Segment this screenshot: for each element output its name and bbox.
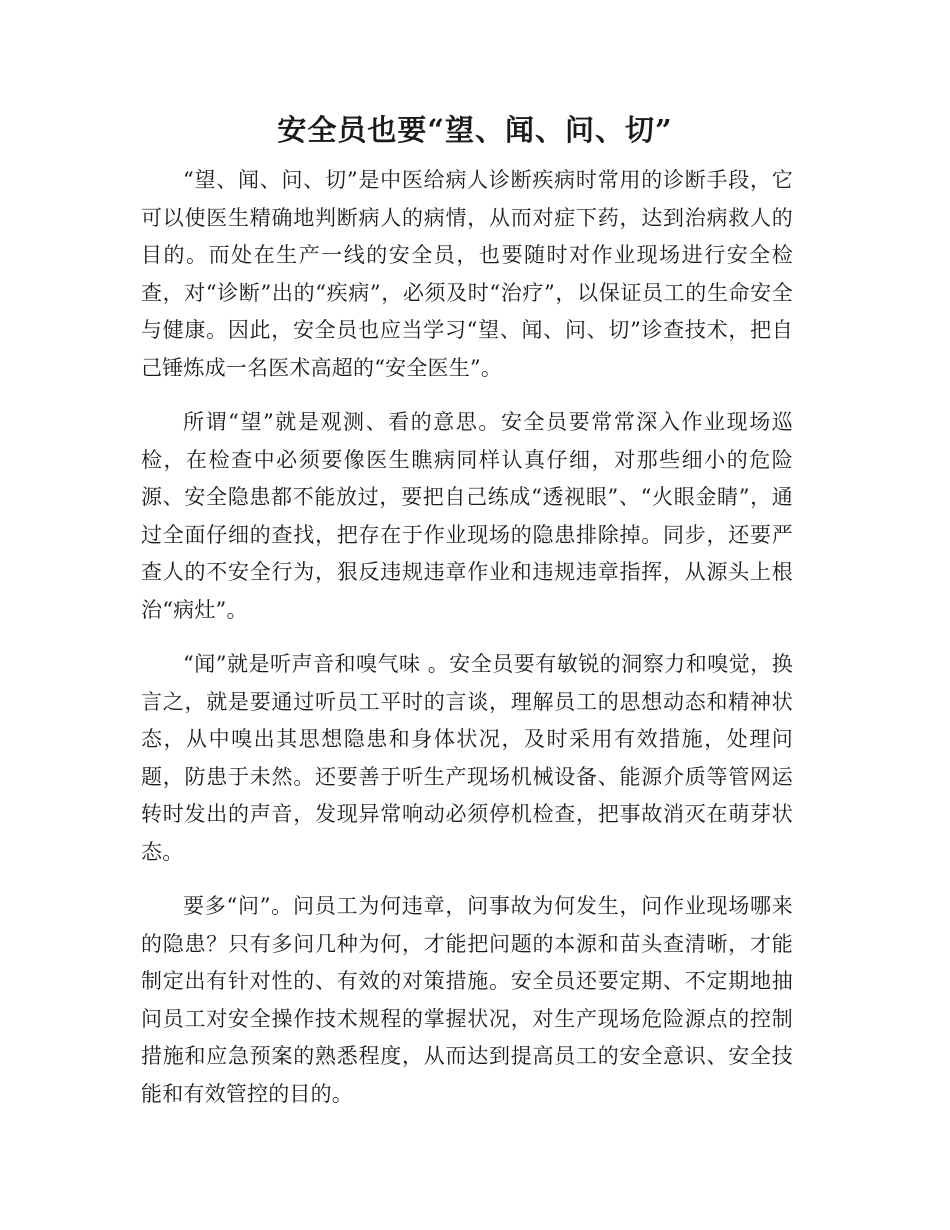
document-body [141,162,793,1130]
paragraph-wang: 所谓“望”就是观测、看的意思。安全员要常常深入作业现场巡检，在检查中必须要像医生瞧病同样认真仔细，对那些细小的危险源、安全隐患都不能放过，要把自己练成“透视眼”、“火眼金睛”，通过全面仔细的查找，把存在于作业现场的隐患排除掉。同步，还要严查人的不安全行为，狠反违规违章作业和违规违章指挥，从源头上根治“病灶”。 [141,410,793,622]
paragraph-wen: “闻”就是听声音和嗅气味 。安全员要有敏锐的洞察力和嗅觉，换言之，就是要通过听员工平时的言谈，理解员工的思想动态和精神状态，从中嗅出其思想隐患和身体状况，及时采用有效措施，处理问题，防患于未然。还要善于听生产现场机械设备、能源介质等管网运转时发出的声音，发现异常响动必须停机检查，把事故消灭在萌芽状态。 [141,652,793,864]
document-title: 安全员也要“望、闻、问、切” [277,113,673,147]
paragraph-intro: “望、闻、问、切”是中医给病人诊断疾病时常用的诊断手段，它可以使医生精确地判断病人的病情，从而对症下药，达到治病救人的目的。而处在生产一线的安全员，也要随时对作业现场进行安全检查，对“诊断”出的“疾病”，必须及时“治疗”，以保证员工的生命安全与健康。因此，安全员也应当学习“望、闻、问、切”诊查技术，把自己锤炼成一名医术高超的“安全医生”。 [141,168,793,380]
paragraph-wen-ask: 要多“问”。问员工为何违章，问事故为何发生，问作业现场哪来的隐患？只有多问几种为何，才能把问题的本源和苗头查清晰，才能制定出有针对性的、有效的对策措施。安全员还要定期、不定期地抽问员工对安全操作技术规程的掌握状况，对生产现场危险源点的控制措施和应急预案的熟悉程度，从而达到提高员工的安全意识、安全技能和有效管控的目的。 [141,894,793,1106]
